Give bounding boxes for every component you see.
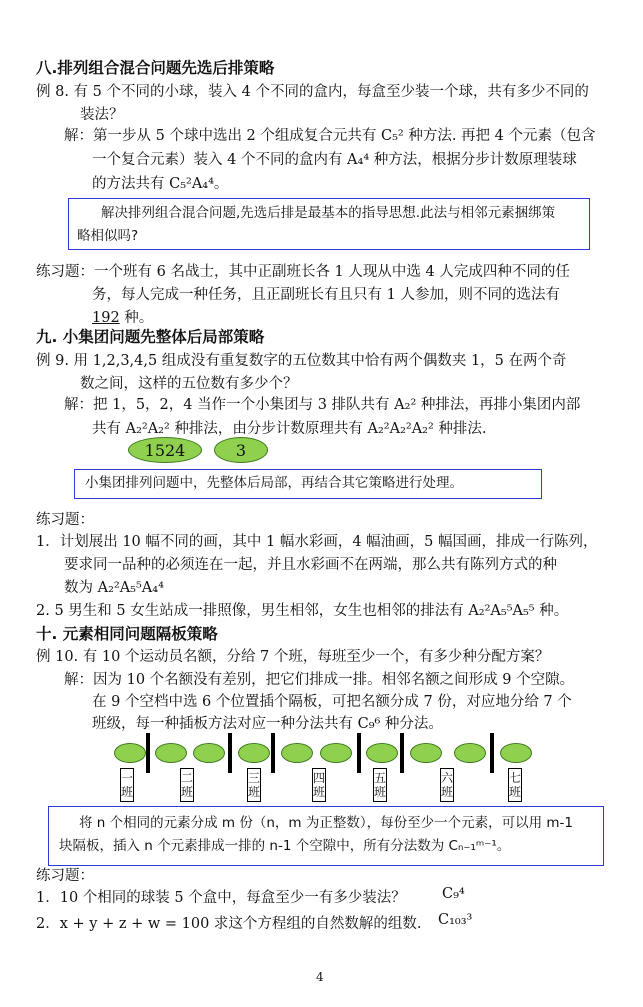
ball bbox=[114, 743, 146, 763]
tip-box-10-line-1: 将 n 个相同的元素分成 m 份（n，m 为正整数），每份至少一个元素，可以用 m-1 bbox=[79, 815, 574, 831]
practice-8-line-2: 务，每人完成一种任务，且正副班长有且只有 1 人参加，则不同的选法有 bbox=[92, 287, 560, 303]
solution-10-line-1: 解：因为 10 个名额没有差别，把它们排成一排。相邻名额之间形成 9 个空隙。 bbox=[64, 672, 575, 688]
practice-10-item-2: 2．x + y + z + w = 100 求这个方程组的自然数解的组数. bbox=[36, 916, 422, 932]
page-number: 4 bbox=[316, 970, 324, 984]
divider-bar bbox=[271, 733, 275, 773]
class-label-2: 二 班 bbox=[180, 768, 194, 802]
tip-box-8-line-2: 略相似吗? bbox=[77, 228, 139, 244]
practice-9-item-1-line-1: 1．计划展出 10 幅不同的画，其中 1 幅水彩画，4 幅油画，5 幅国画，排成一行陈列， bbox=[36, 534, 598, 550]
solution-9-line-1: 解：把 1，5，2，4 当作一个小集团与 3 排队共有 A₂² 种排法，再排小集团内部 bbox=[64, 397, 581, 413]
class-label-5: 五 班 bbox=[373, 768, 387, 802]
class-label-6: 六 班 bbox=[440, 768, 454, 802]
divider-bar bbox=[228, 733, 232, 773]
solution-10-line-2: 在 9 个空档中选 6 个位置插个隔板，可把名额分成 7 份，对应地分给 7 个 bbox=[92, 694, 572, 710]
practice-8-answer: 192 bbox=[92, 310, 120, 326]
divider-bar bbox=[146, 733, 150, 773]
solution-8-line-2: 一个复合元素）装入 4 个不同的盒内有 A₄⁴ 种方法，根据分步计数原理装球 bbox=[92, 152, 577, 168]
practice-9-item-2: 2. 5 男生和 5 女生站成一排照像，男生相邻，女生也相邻的排法有 A₂²A₅⁵A₅⁵ 种。 bbox=[36, 603, 569, 619]
example-8-line-2: 装法？ bbox=[80, 107, 124, 123]
practice-8-tail: 种。 bbox=[119, 310, 154, 326]
tip-box-10-line-2: 块隔板，插入 n 个元素排成一排的 n-1 个空隙中，所有分法数为 Cₙ₋₁ᵐ⁻¹。 bbox=[59, 838, 511, 854]
example-9-line-1: 例 9. 用 1,2,3,4,5 组成没有重复数字的五位数其中恰有两个偶数夹 1，5 在两个奇 bbox=[36, 353, 567, 369]
tip-box-8 bbox=[68, 198, 590, 250]
ball bbox=[366, 743, 398, 763]
divider-bar bbox=[357, 733, 361, 773]
section-9-title: 九. 小集团问题先整体后局部策略 bbox=[36, 328, 265, 346]
tip-box-8-line-1: 解决排列组合混合问题,先选后排是最基本的指导思想.此法与相邻元素捆绑策 bbox=[101, 205, 556, 221]
section-8-title: 八.排列组合混合问题先选后排策略 bbox=[36, 59, 275, 77]
example-8-line-1: 例 8. 有 5 个不同的小球，装入 4 个不同的盒内，每盒至少装一个球，共有多少不同的 bbox=[36, 84, 589, 100]
practice-9-item-1-line-2: 要求同一品种的必须连在一起，并且水彩画不在两端，那么共有陈列方式的种 bbox=[64, 557, 557, 573]
practice-8-line-3 bbox=[92, 306, 153, 327]
class-label-4: 四 班 bbox=[312, 768, 326, 802]
practice-10-item-1-answer: C₉⁴ bbox=[442, 886, 465, 902]
example-10-line-1: 例 10. 有 10 个运动员名额，分给 7 个班，每班至少一个，有多少种分配方案？ bbox=[36, 649, 550, 665]
solution-8-line-3: 的方法共有 C₅²A₄⁴。 bbox=[92, 176, 229, 192]
example-9-line-2: 数之间，这样的五位数有多少个？ bbox=[80, 376, 298, 392]
solution-8-line-1: 解：第一步从 5 个球中选出 2 个组成复合元共有 C₅² 种方法. 再把 4 个元素（包含 bbox=[64, 128, 596, 144]
practice-10-item-1: 1．10 个相同的球装 5 个盒中，每盒至少一有多少装法？ bbox=[36, 890, 406, 906]
ball bbox=[155, 743, 187, 763]
solution-10-line-3: 班级，每一种插板方法对应一种分法共有 C₉⁶ 种分法。 bbox=[92, 716, 443, 732]
practice-9-item-1-line-3: 数为 A₂²A₅⁵A₄⁴ bbox=[64, 580, 164, 596]
divider-bar bbox=[400, 733, 404, 773]
tip-box-10 bbox=[48, 806, 604, 866]
ball bbox=[238, 743, 270, 763]
practice-10-item-2-answer: C₁₀₃³ bbox=[438, 912, 473, 928]
solution-9-line-2: 共有 A₂²A₂² 种排法，由分步计数原理共有 A₂²A₂²A₂² 种排法. bbox=[92, 421, 487, 437]
ball bbox=[193, 743, 225, 763]
ball bbox=[500, 743, 532, 763]
class-label-3: 三 班 bbox=[247, 768, 261, 802]
class-label-7: 七 班 bbox=[508, 768, 522, 802]
practice-8-line-1: 练习题：一个班有 6 名战士，其中正副班长各 1 人现从中选 4 人完成四种不同的任 bbox=[36, 264, 570, 280]
practice-9-heading: 练习题： bbox=[36, 512, 94, 528]
class-label-1: 一 班 bbox=[120, 768, 134, 802]
ball bbox=[281, 743, 313, 763]
ball bbox=[454, 743, 486, 763]
practice-10-heading: 练习题： bbox=[36, 868, 94, 884]
tip-box-9-text: 小集团排列问题中，先整体后局部，再结合其它策略进行处理。 bbox=[85, 475, 463, 491]
section-10-title: 十. 元素相同问题隔板策略 bbox=[36, 625, 218, 643]
group-oval-1524: 1524 bbox=[128, 437, 202, 463]
divider-bar bbox=[490, 733, 494, 773]
tip-box-9 bbox=[74, 469, 542, 499]
group-oval-3: 3 bbox=[214, 437, 268, 463]
ball bbox=[410, 743, 442, 763]
ball bbox=[320, 743, 352, 763]
